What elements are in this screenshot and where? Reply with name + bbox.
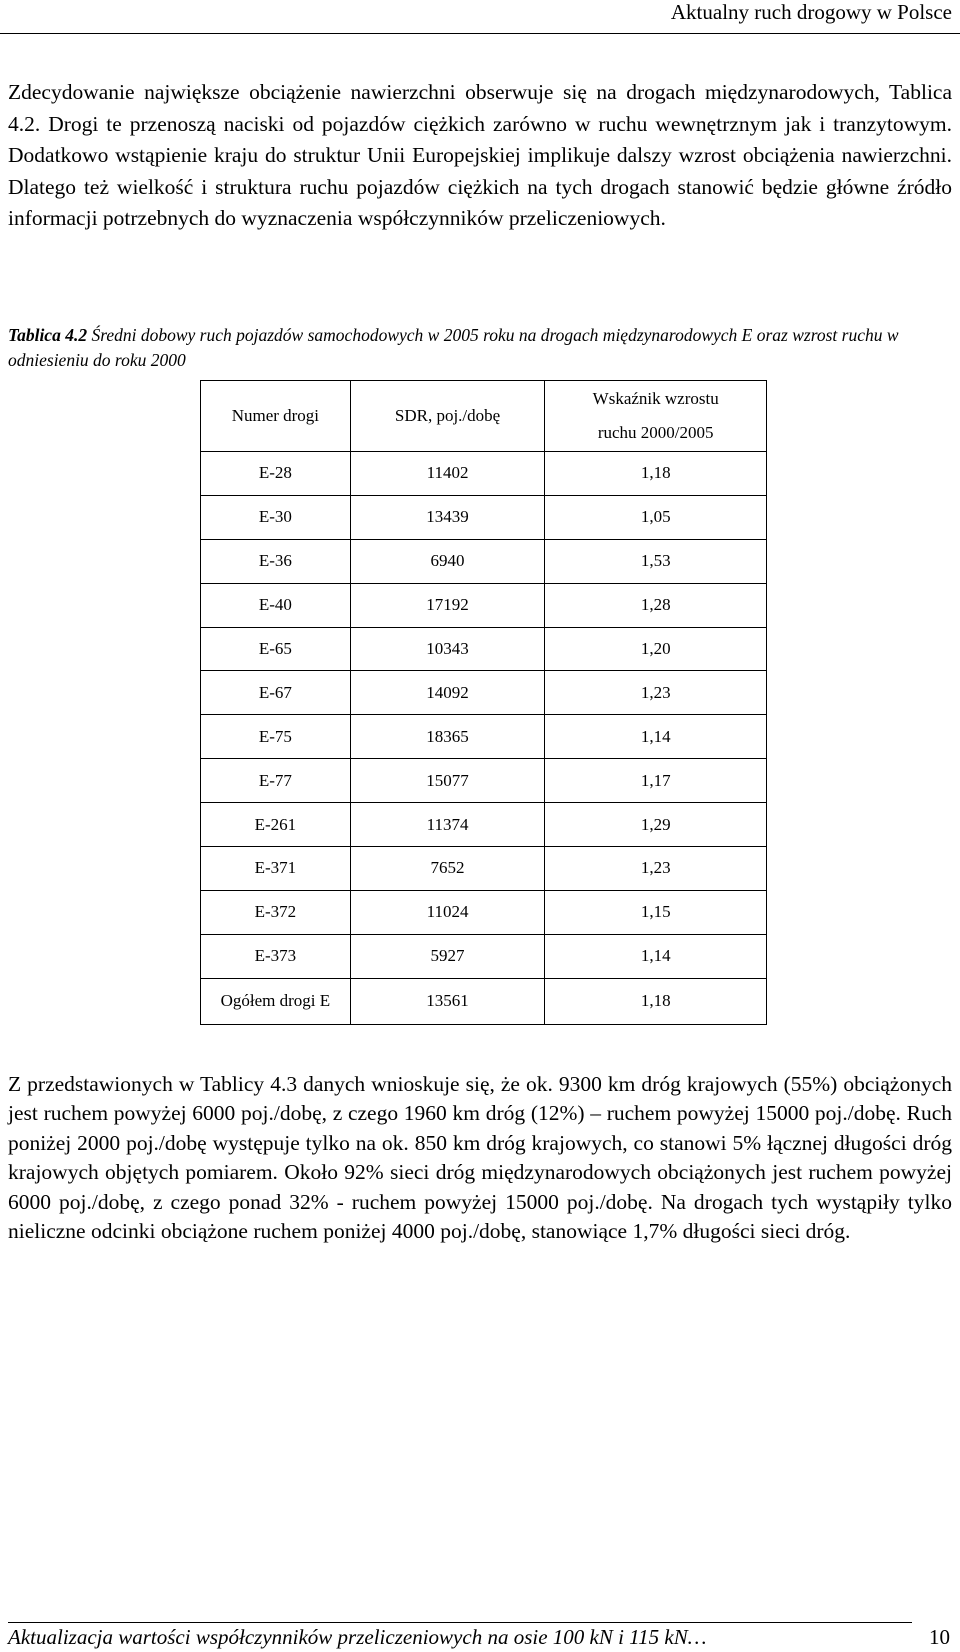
- cell-road-number: E-373: [201, 934, 351, 978]
- table-row: [201, 539, 767, 583]
- cell-sdr: 5927: [350, 934, 545, 978]
- table-row: [201, 890, 767, 934]
- cell-road-number: E-67: [201, 671, 351, 715]
- cell-growth-index: 1,14: [545, 715, 767, 759]
- cell-total-growth: 1,18: [545, 978, 767, 1024]
- cell-growth-index: 1,53: [545, 539, 767, 583]
- cell-road-number: E-77: [201, 759, 351, 803]
- table-row: [201, 934, 767, 978]
- cell-road-number: E-30: [201, 495, 351, 539]
- cell-sdr: 11402: [350, 452, 545, 496]
- table-header-row: [201, 381, 767, 452]
- traffic-table: [200, 380, 767, 1025]
- cell-sdr: 14092: [350, 671, 545, 715]
- cell-growth-index: 1,23: [545, 671, 767, 715]
- header-growth-line1: Wskaźnik wzrostu: [592, 389, 719, 408]
- table-row: [201, 671, 767, 715]
- header-growth-index: [545, 381, 767, 452]
- cell-total-sdr: 13561: [350, 978, 545, 1024]
- table-row: [201, 495, 767, 539]
- table-caption-label: Tablica 4.2: [8, 325, 88, 345]
- table-caption: [8, 323, 952, 373]
- table-row: [201, 452, 767, 496]
- running-footer: Aktualizacja wartości współczynników przeliczeniowych na osie 100 kN i 115 kN…: [8, 1625, 707, 1649]
- cell-growth-index: 1,05: [545, 495, 767, 539]
- cell-growth-index: 1,15: [545, 890, 767, 934]
- cell-sdr: 10343: [350, 627, 545, 671]
- cell-road-number: E-261: [201, 803, 351, 847]
- cell-sdr: 13439: [350, 495, 545, 539]
- cell-road-number: E-28: [201, 452, 351, 496]
- cell-sdr: 11374: [350, 803, 545, 847]
- summary-paragraph: Z przedstawionych w Tablicy 4.3 danych wnioskuje się, że ok. 9300 km dróg krajowych (55%) obciążonych jest ruchem powyżej 6000 poj./dobę, z czego 1960 km dróg (12%) – ruchem powyżej 15000 poj./dobę. Ruch poniżej 2000 poj./dobę występuje tylko na ok. 850 km dróg krajowych, co stanowi 5% łącznej długości dróg krajowych objętych pomiarem. Około 92% sieci dróg międzynarodowych obciążonych jest ruchem powyżej 6000 poj./dobę, z czego ponad 32% - ruchem powyżej 15000 poj./dobę. Na drogach tych wystąpiły tylko nieliczne odcinki obciążone ruchem poniżej 4000 poj./dobę, stanowiące 1,7% długości sieci dróg.: [8, 1072, 952, 1244]
- cell-growth-index: 1,14: [545, 934, 767, 978]
- cell-sdr: 17192: [350, 583, 545, 627]
- cell-sdr: 15077: [350, 759, 545, 803]
- cell-road-number: E-36: [201, 539, 351, 583]
- cell-growth-index: 1,18: [545, 452, 767, 496]
- footer-rule: [8, 1622, 912, 1623]
- header-rule: [0, 33, 960, 34]
- cell-sdr: 6940: [350, 539, 545, 583]
- cell-road-number: E-40: [201, 583, 351, 627]
- table-caption-text: Średni dobowy ruch pojazdów samochodowych w 2005 roku na drogach międzynarodowych E oraz wzrost ruchu w odniesieniu do roku 2000: [8, 325, 899, 370]
- cell-growth-index: 1,23: [545, 847, 767, 891]
- table-body: [201, 452, 767, 1025]
- cell-growth-index: 1,29: [545, 803, 767, 847]
- table-row: [201, 759, 767, 803]
- table-row: [201, 803, 767, 847]
- table-total-row: [201, 978, 767, 1024]
- cell-road-number: E-75: [201, 715, 351, 759]
- table-row: [201, 715, 767, 759]
- cell-sdr: 11024: [350, 890, 545, 934]
- table-row: [201, 847, 767, 891]
- cell-growth-index: 1,28: [545, 583, 767, 627]
- table-row: [201, 627, 767, 671]
- cell-growth-index: 1,20: [545, 627, 767, 671]
- cell-sdr: 7652: [350, 847, 545, 891]
- cell-sdr: 18365: [350, 715, 545, 759]
- cell-road-number: E-372: [201, 890, 351, 934]
- table-row: [201, 583, 767, 627]
- cell-growth-index: 1,17: [545, 759, 767, 803]
- page-number: 10: [929, 1625, 950, 1649]
- running-header: Aktualny ruch drogowy w Polsce: [670, 0, 952, 24]
- header-sdr: SDR, poj./dobę: [350, 381, 545, 452]
- header-growth-line2: ruchu 2000/2005: [597, 423, 714, 442]
- cell-total-label: Ogółem drogi E: [201, 978, 351, 1024]
- cell-road-number: E-65: [201, 627, 351, 671]
- header-road-number: Numer drogi: [201, 381, 351, 452]
- intro-paragraph: Zdecydowanie największe obciążenie nawierzchni obserwuje się na drogach międzynarodowych, Tablica 4.2. Drogi te przenoszą naciski od pojazdów ciężkich zarówno w ruchu wewnętrznym jak i tranzytowym. Dodatkowo wstąpienie kraju do struktur Unii Europejskiej implikuje dalszy wzrost obciążenia nawierzchni. Dlatego też wielkość i struktura ruchu pojazdów ciężkich na tych drogach stanowić będzie główne źródło informacji potrzebnych do wyznaczenia współczynników przeliczeniowych.: [8, 80, 952, 231]
- cell-road-number: E-371: [201, 847, 351, 891]
